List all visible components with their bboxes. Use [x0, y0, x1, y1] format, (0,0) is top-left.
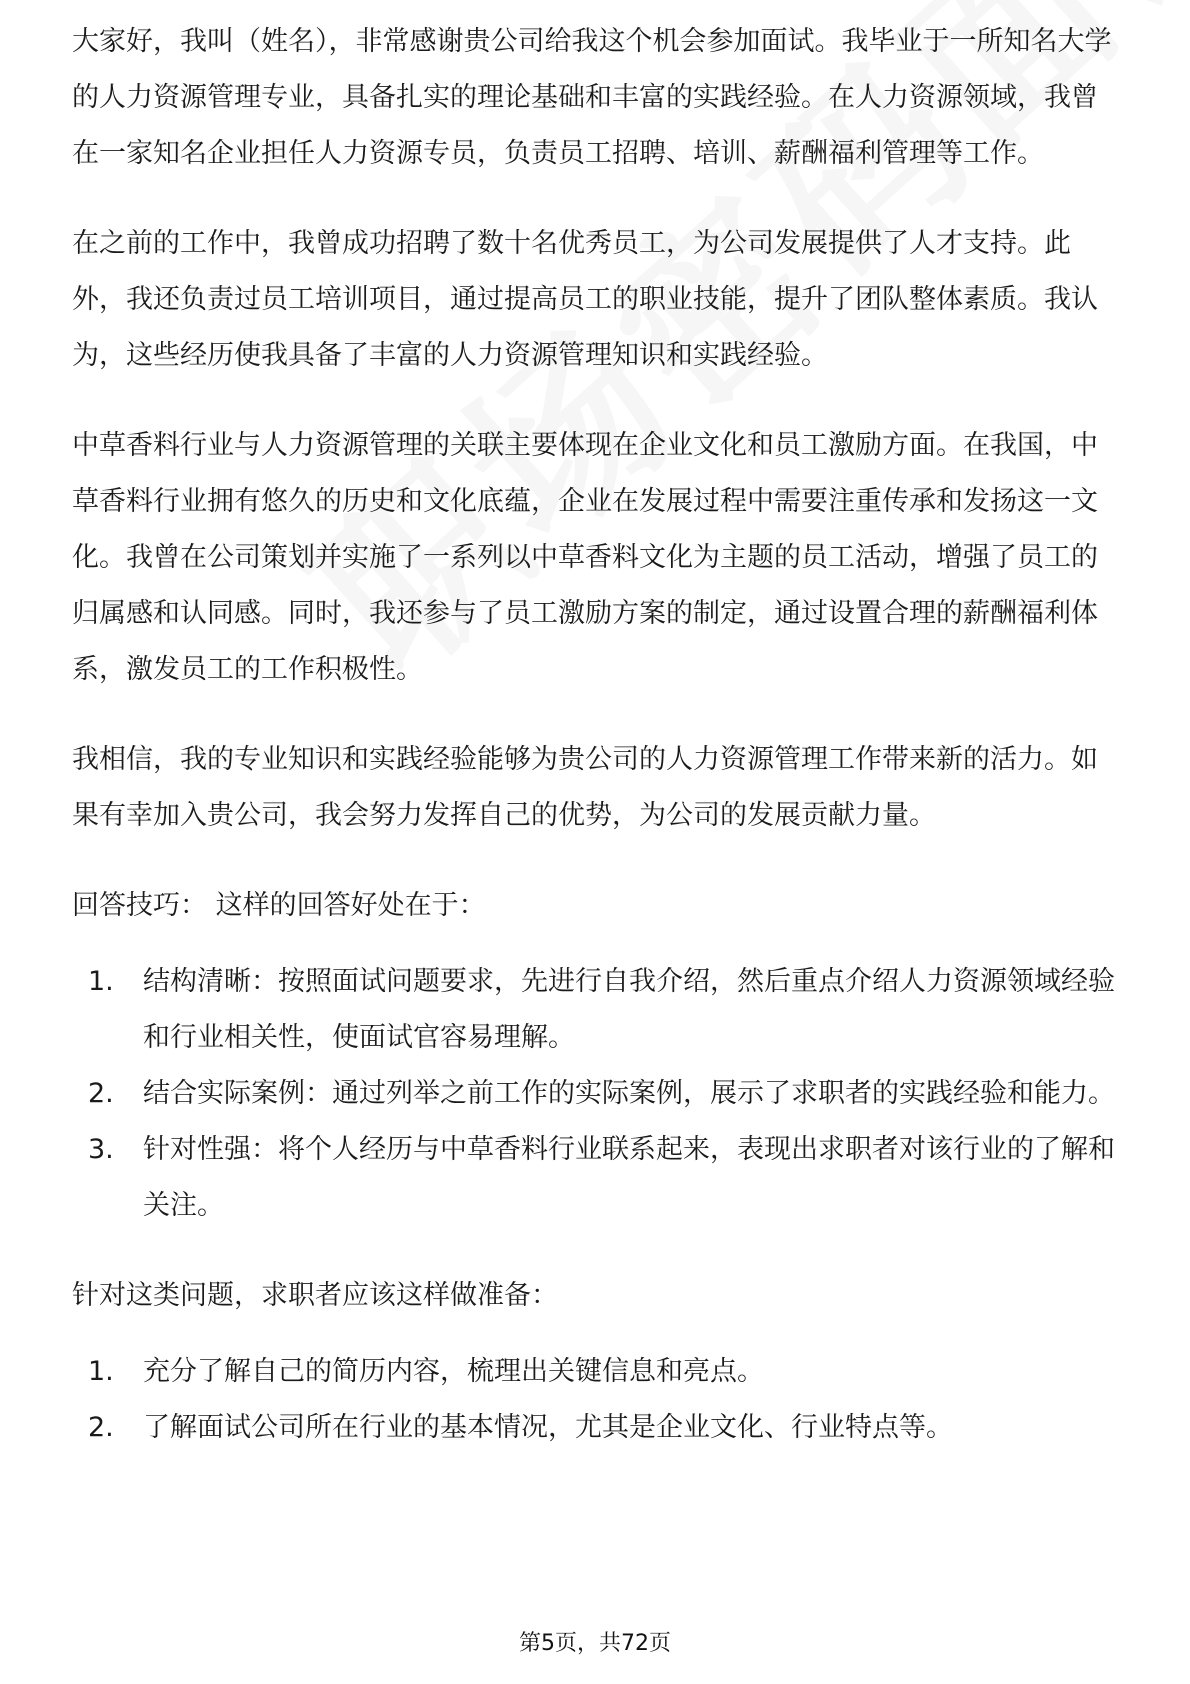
list-number: 1.: [88, 966, 114, 997]
list-text: 结合实际案例：通过列举之前工作的实际案例，展示了求职者的实践经验和能力。: [143, 1078, 1115, 1109]
document-body: [72, 24, 1122, 1490]
paragraph-closing: 我相信，我的专业知识和实践经验能够为贵公司的人力资源管理工作带来新的活力。如果有幸加入贵公司，我会努力发挥自己的优势，为公司的发展贡献力量。: [72, 744, 1098, 831]
list-text: 充分了解自己的简历内容，梳理出关键信息和亮点。: [143, 1356, 764, 1387]
page-number: 第5页，共72页: [519, 1631, 671, 1656]
list-item: [72, 1066, 1122, 1122]
tips-heading: 回答技巧： 这样的回答好处在于：: [72, 890, 486, 921]
list-number: 3.: [88, 1134, 114, 1165]
prep-list: [72, 1344, 1122, 1456]
list-item: [72, 1400, 1122, 1456]
list-number: 1.: [88, 1356, 114, 1387]
paragraph-intro: 大家好，我叫（姓名），非常感谢贵公司给我这个机会参加面试。我毕业于一所知名大学的人力资源管理专业，具备扎实的理论基础和丰富的实践经验。在人力资源领域，我曾在一家知名企业担任人力资源专员，负责员工招聘、培训、薪酬福利管理等工作。: [72, 26, 1112, 169]
list-item: [72, 1344, 1122, 1400]
list-number: 2.: [88, 1412, 114, 1443]
list-number: 2.: [88, 1078, 114, 1109]
tips-list: [72, 954, 1122, 1234]
paragraph-industry: 中草香料行业与人力资源管理的关联主要体现在企业文化和员工激励方面。在我国，中草香料行业拥有悠久的历史和文化底蕴，企业在发展过程中需要注重传承和发扬这一文化。我曾在公司策划并实施了一系列以中草香料文化为主题的员工活动，增强了员工的归属感和认同感。同时，我还参与了员工激励方案的制定，通过设置合理的薪酬福利体系，激发员工的工作积极性。: [72, 430, 1098, 685]
list-text: 针对性强：将个人经历与中草香料行业联系起来，表现出求职者对该行业的了解和关注。: [143, 1134, 1115, 1221]
list-item: [72, 1122, 1122, 1234]
prep-heading: 针对这类问题，求职者应该这样做准备：: [72, 1280, 558, 1311]
list-text: 了解面试公司所在行业的基本情况，尤其是企业文化、行业特点等。: [143, 1412, 953, 1443]
paragraph-experience: 在之前的工作中，我曾成功招聘了数十名优秀员工，为公司发展提供了人才支持。此外，我还负责过员工培训项目，通过提高员工的职业技能，提升了团队整体素质。我认为，这些经历使我具备了丰富的人力资源管理知识和实践经验。: [72, 228, 1098, 371]
list-text: 结构清晰：按照面试问题要求，先进行自我介绍，然后重点介绍人力资源领域经验和行业相关性，使面试官容易理解。: [143, 966, 1115, 1053]
list-item: [72, 954, 1122, 1066]
